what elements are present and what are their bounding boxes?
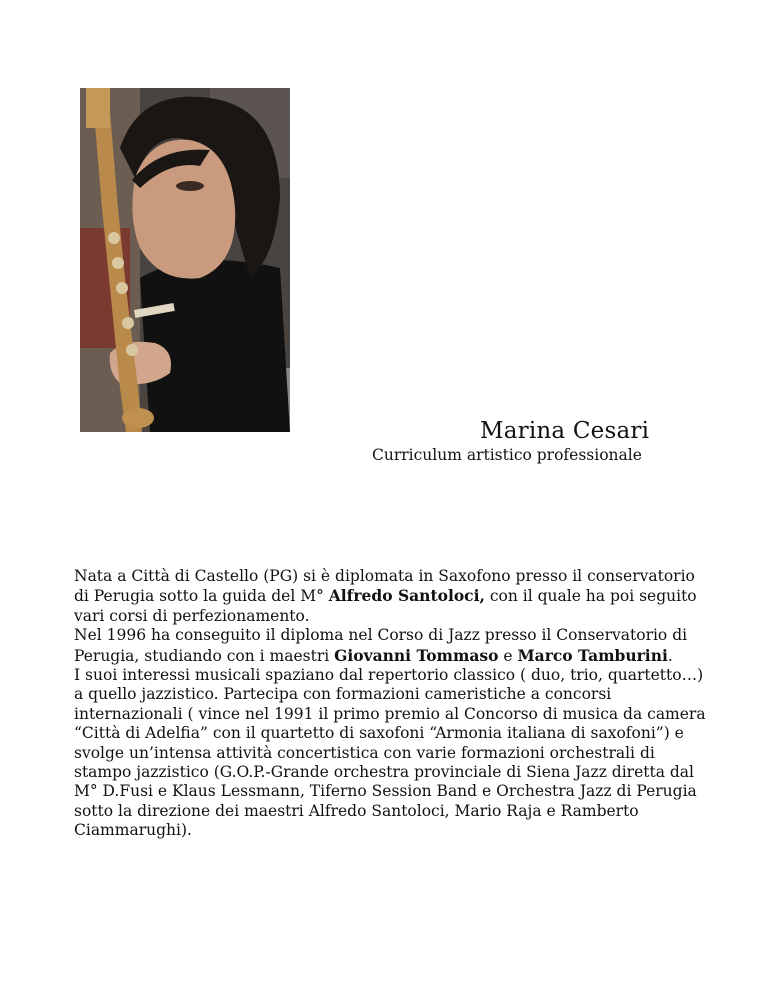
bio-paragraph-2: [74, 626, 714, 666]
bio-text: .: [667, 646, 673, 665]
biography: [74, 567, 714, 841]
bio-paragraph-3: I suoi interessi musicali spaziano dal repertorio classico ( duo, trio, quartetto…) a quello jazzistico. Partecipa con formazioni cameristiche a concorsi internazionali ( vince nel 1991 il primo premio al Concorso di musica da camera “Città di Adelfia” con il quartetto di saxofoni “Armonia italiana di saxofoni”) e svolge un’intensa attività concertistica con varie formazioni orchestrali di stampo jazzistico (G.O.P.-Grande orchestra provinciale di Siena Jazz diretta dal M° D.Fusi e Klaus Lessmann, Tiferno Session Band e Orchestra Jazz di Perugia sotto la direzione dei maestri Alfredo Santoloci, Mario Raja e Ramberto Ciammarughi).: [74, 666, 706, 840]
bio-paragraph-1: [74, 567, 714, 626]
teacher-name: Giovanni Tommaso: [334, 645, 499, 665]
bio-text: con il quale ha poi seguito vari corsi di perfezionamento.: [74, 587, 697, 625]
teacher-name: Alfredo Santoloci,: [328, 586, 485, 606]
portrait-illustration: [80, 88, 290, 432]
person-name: Marina Cesari: [480, 418, 650, 444]
teacher-name: Marco Tamburini: [517, 645, 668, 665]
document-subtitle: Curriculum artistico professionale: [372, 446, 642, 464]
bio-text: e: [498, 646, 518, 665]
bio-text: Nata a Città di Castello (PG) si è diplomata in Saxofono presso il conservatorio di Perugia sotto la guida del M°: [74, 567, 695, 606]
bio-text: Nel 1996 ha conseguito il diploma nel Corso di Jazz presso il Conservatorio di Perugia, studiando con i maestri: [74, 626, 688, 665]
portrait-photo: [80, 88, 290, 432]
